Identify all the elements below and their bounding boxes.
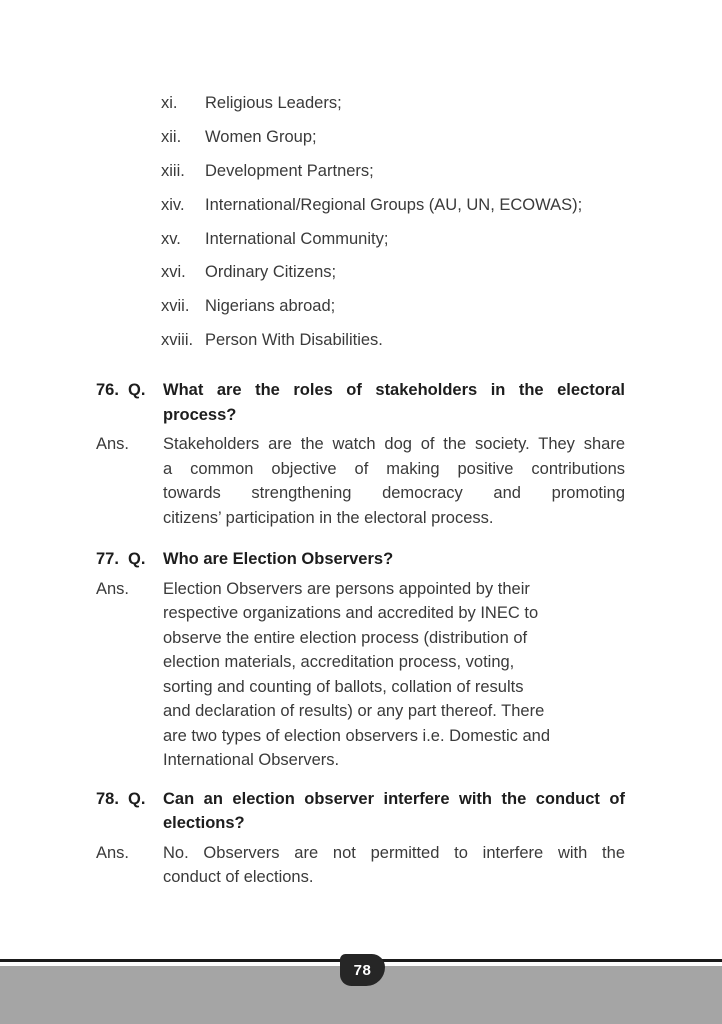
list-item <box>161 222 625 256</box>
question-marker: Q. <box>128 789 146 808</box>
answer-label: Ans. <box>96 579 130 598</box>
list-item-text: Women Group; <box>205 128 317 147</box>
list-item-numeral: xii. <box>161 128 182 147</box>
list-item <box>161 188 625 222</box>
list-item-text: Religious Leaders; <box>205 94 342 113</box>
list-item <box>161 324 625 358</box>
page-content <box>96 0 625 890</box>
question-text: What are the roles of stakeholders in the electoral process? <box>163 381 625 424</box>
list-item-numeral: xviii. <box>161 330 194 349</box>
list-item-numeral: xv. <box>161 229 181 248</box>
list-item-numeral: xvii. <box>161 297 190 316</box>
question-row <box>96 787 625 836</box>
list-item-text: Nigerians abroad; <box>205 297 336 316</box>
stakeholder-list <box>161 87 625 357</box>
question-number: 77. <box>96 550 119 569</box>
question-number: 76. <box>96 381 119 400</box>
answer-text: Election Observers are persons appointed by their respective organizations and accredited by INEC to observe the entire election process (distribution of election materials, accreditation process, voting, sorting and counting of ballots, collation of results and declaration of results) or any part thereof. There are two types of election observers i.e. Domestic and International Observers. <box>163 579 551 770</box>
list-item-numeral: xiv. <box>161 195 185 214</box>
qa-section <box>96 547 625 773</box>
list-item <box>161 290 625 324</box>
answer-row <box>96 577 625 773</box>
question-label-col <box>96 787 163 836</box>
list-item-numeral: xvi. <box>161 263 186 282</box>
answer-text: No. Observers are not permitted to interfere with the conduct of elections. <box>163 843 625 887</box>
qa-section <box>96 787 625 890</box>
question-marker: Q. <box>128 381 146 400</box>
answer-row <box>96 432 625 530</box>
list-item <box>161 87 625 121</box>
list-item-text: International Community; <box>205 229 389 248</box>
list-item-text: International/Regional Groups (AU, UN, ECOWAS); <box>205 195 583 214</box>
question-marker: Q. <box>128 550 146 569</box>
qa-section <box>96 378 625 530</box>
list-item-numeral: xiii. <box>161 161 185 180</box>
answer-label: Ans. <box>96 435 130 454</box>
answer-label: Ans. <box>96 843 130 862</box>
answer-text: Stakeholders are the watch dog of the society. They share a common objective of making positive contributions towards strengthening democracy and promoting citizens’ participation in the electoral process. <box>163 435 625 527</box>
question-row <box>96 547 625 572</box>
question-label-col <box>96 547 163 572</box>
qa-list <box>96 378 625 890</box>
page-number-badge <box>340 954 385 986</box>
question-text: Who are Election Observers? <box>163 550 394 569</box>
list-item <box>161 256 625 290</box>
list-item-text: Ordinary Citizens; <box>205 263 337 282</box>
question-number: 78. <box>96 789 119 808</box>
list-item-numeral: xi. <box>161 94 178 113</box>
list-item <box>161 155 625 189</box>
page-number: 78 <box>353 961 372 979</box>
question-text: Can an election observer interfere with the conduct of elections? <box>163 789 625 833</box>
list-item-text: Person With Disabilities. <box>205 330 383 349</box>
question-row <box>96 378 625 427</box>
answer-row <box>96 841 625 890</box>
question-label-col <box>96 378 163 427</box>
list-item <box>161 121 625 155</box>
list-item-text: Development Partners; <box>205 161 374 180</box>
